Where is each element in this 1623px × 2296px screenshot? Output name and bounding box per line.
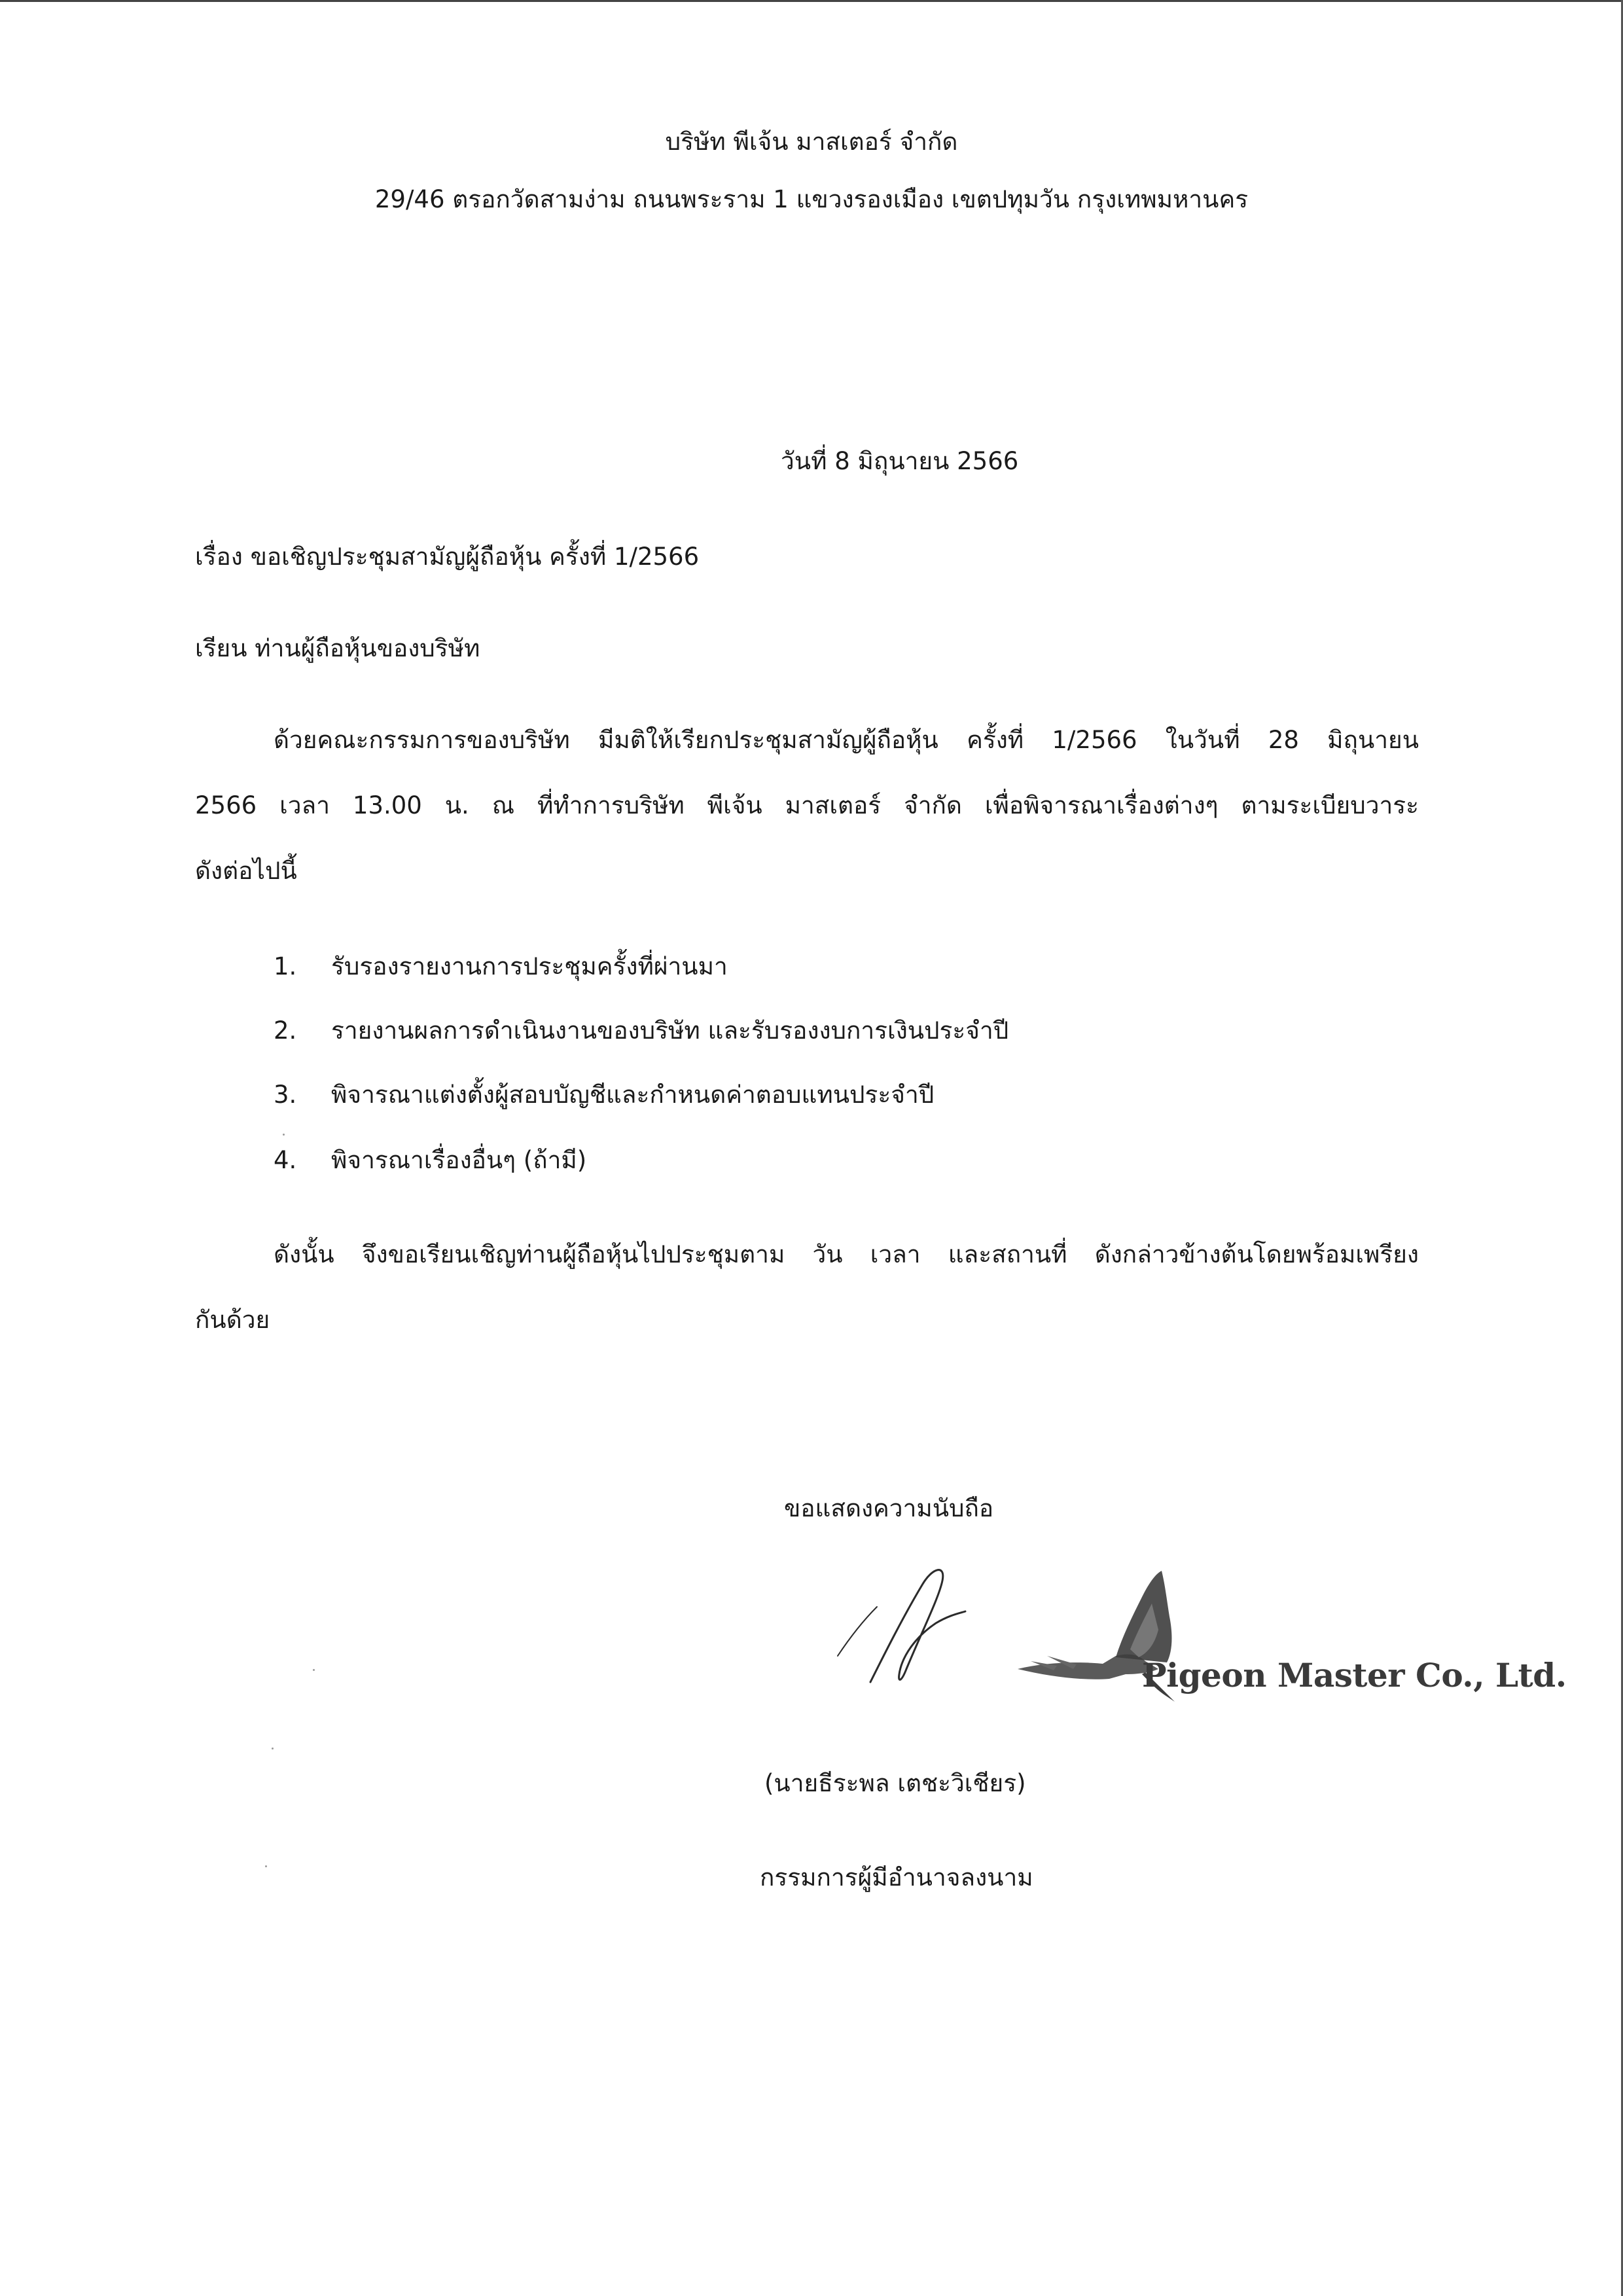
scan-speck — [283, 1134, 285, 1136]
letter-salutation: เรียน ท่านผู้ถือหุ้นของบริษัท — [195, 634, 480, 662]
agenda-item — [274, 950, 728, 983]
agenda-item — [274, 1079, 934, 1111]
agenda-text: รายงานผลการดำเนินงานของบริษัท และรับรองงบการเงินประจำปี — [331, 1016, 1009, 1045]
letter-date: วันที่ 8 มิถุนายน 2566 — [781, 447, 1019, 475]
signer-title: กรรมการผู้มีอำนาจลงนาม — [760, 1863, 1033, 1892]
scan-speck — [272, 1748, 274, 1749]
company-logo-text: Pigeon Master Co., Ltd. — [1142, 1656, 1567, 1695]
paragraph-line: ด้วยคณะกรรมการของบริษัท มีมติให้เรียกประชุมสามัญผู้ถือหุ้น ครั้งที่ 1/2566 ในวันที่ 28 มิถุนายน — [274, 726, 1419, 754]
scan-speck — [265, 1865, 267, 1867]
closing-phrase: ขอแสดงความนับถือ — [784, 1494, 994, 1522]
agenda-number: 2. — [274, 1016, 297, 1045]
agenda-number: 1. — [274, 952, 297, 980]
paragraph-line: 2566 เวลา 13.00 น. ณ ที่ทำการบริษัท พีเจ้น มาสเตอร์ จำกัด เพื่อพิจารณาเรื่องต่างๆ ตามระเบียบวาระ — [195, 791, 1419, 819]
agenda-item — [274, 1014, 1008, 1047]
company-address: 29/46 ตรอกวัดสามง่าม ถนนพระราม 1 แขวงรองเมือง เขตปทุมวัน กรุงเทพมหานคร — [374, 185, 1249, 213]
letter-subject: เรื่อง ขอเชิญประชุมสามัญผู้ถือหุ้น ครั้งที่ 1/2566 — [195, 543, 700, 571]
signature-mark — [825, 1558, 982, 1689]
agenda-text: พิจารณาแต่งตั้งผู้สอบบัญชีและกำหนดค่าตอบแทนประจำปี — [331, 1081, 935, 1109]
body-paragraph-1 — [195, 724, 1419, 920]
paragraph-line: ดังนั้น จึงขอเรียนเชิญท่านผู้ถือหุ้นไปประชุมตาม วัน เวลา และสถานที่ ดังกล่าวข้างต้นโดยพร้อมเพรียง — [274, 1240, 1419, 1268]
paragraph-line: ดังต่อไปนี้ — [195, 857, 297, 885]
body-paragraph-2 — [195, 1238, 1419, 1369]
company-name: บริษัท พีเจ้น มาสเตอร์ จำกัด — [665, 128, 958, 156]
scan-speck — [313, 1669, 315, 1671]
agenda-item — [274, 1144, 586, 1177]
paragraph-line: กันด้วย — [195, 1306, 270, 1334]
signer-name: (นายธีระพล เตชะวิเชียร) — [764, 1769, 1026, 1797]
agenda-number: 3. — [274, 1081, 297, 1109]
agenda-text: พิจารณาเรื่องอื่นๆ (ถ้ามี) — [331, 1146, 587, 1174]
scan-edge-top — [0, 0, 1623, 2]
agenda-number: 4. — [274, 1146, 297, 1174]
agenda-text: รับรองรายงานการประชุมครั้งที่ผ่านมา — [331, 952, 728, 980]
